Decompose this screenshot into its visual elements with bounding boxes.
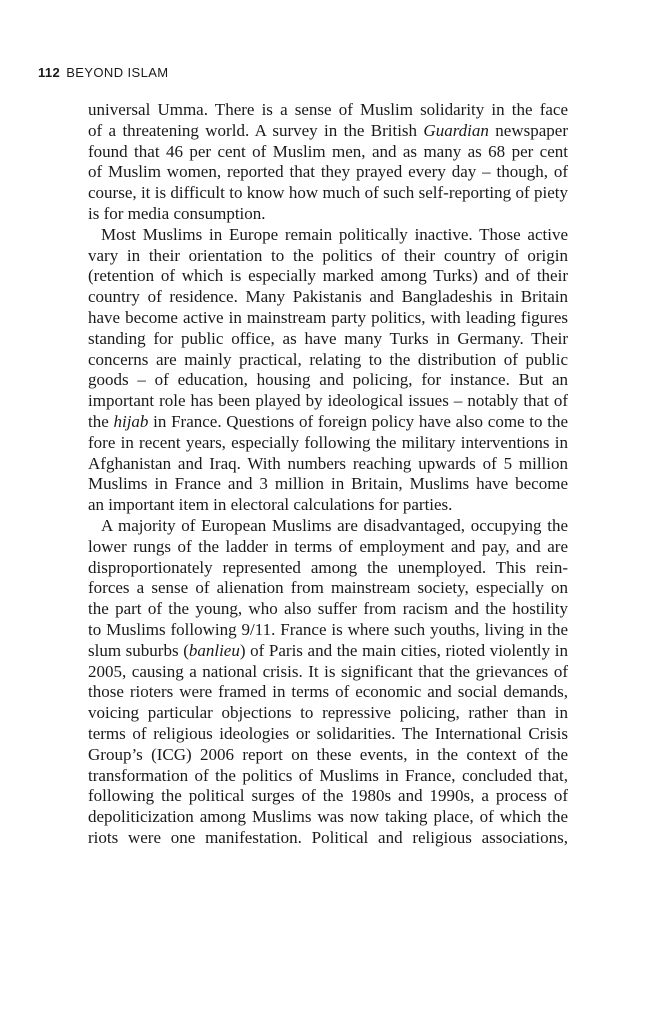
text-line: voicing particular objections to repressive policing, rather than in [88, 703, 568, 723]
text-line: universal Umma. There is a sense of Muslim solidarity in the face [88, 100, 568, 119]
text-line: slum suburbs (banlieu) of Paris and the main cities, rioted violently in [88, 640, 568, 660]
text-line: Muslims in France and 3 million in Britain, Muslims have become [88, 474, 568, 494]
text-line: important role has been played by ideological issues – notably that of [88, 391, 568, 411]
text-line: is for media consumption. [88, 203, 266, 223]
text-line: the part of the young, who also suffer from racism and the hostility [88, 599, 568, 619]
text-line: the hijab in France. Questions of foreign policy have also come to the [88, 411, 568, 431]
text-line: (retention of which is especially marked among Turks) and of their [88, 266, 568, 286]
text-line: A majority of European Muslims are disadvantaged, occupying the [101, 515, 568, 535]
text-line: of a threatening world. A survey in the British Guardian newspaper [88, 120, 568, 140]
text-line: those rioters were framed in terms of economic and social demands, [88, 682, 568, 702]
italic-term: hijab [113, 411, 149, 431]
text-line: of Muslim women, reported that they prayed every day – though, of [88, 162, 568, 182]
text-line: depoliticization among Muslims was now taking place, of which the [88, 807, 568, 827]
running-head [38, 64, 169, 82]
text-line: Most Muslims in Europe remain politically inactive. Those active [101, 224, 568, 244]
text-line: course, it is difficult to know how much of such self-reporting of piety [88, 183, 568, 203]
text-line: Group’s (ICG) 2006 report on these events, in the context of the [88, 744, 568, 764]
body-text [88, 100, 568, 849]
text-line: Afghanistan and Iraq. With numbers reaching upwards of 5 million [88, 453, 568, 473]
text-line: forces a sense of alienation from mainstream society, especially on [88, 578, 568, 598]
text-line: lower rungs of the ladder in terms of employment and pay, and are [88, 536, 568, 556]
page-number: 112 [38, 65, 61, 80]
text-line: goods – of education, housing and policing, for instance. But an [88, 370, 568, 390]
italic-term: Guardian [423, 120, 489, 140]
text-line: country of residence. Many Pakistanis and Bangladeshis in Britain [88, 287, 568, 307]
paragraph [88, 516, 568, 849]
paragraph [88, 100, 568, 225]
paragraph [88, 225, 568, 516]
text-line: transformation of the politics of Muslims in France, concluded that, [88, 765, 568, 785]
text-line: disproportionately represented among the unemployed. This rein- [88, 557, 568, 577]
text-line: 2005, causing a national crisis. It is significant that the grievances of [88, 661, 568, 681]
text-line: have become active in mainstream party politics, with leading figures [88, 307, 568, 327]
text-line: concerns are mainly practical, relating to the distribution of public [88, 349, 568, 369]
text-line: found that 46 per cent of Muslim men, and as many as 68 per cent [88, 141, 568, 161]
text-line: vary in their orientation to the politics of their country of origin [88, 245, 568, 265]
text-line: to Muslims following 9/11. France is where such youths, living in the [88, 619, 568, 639]
text-line: following the political surges of the 1980s and 1990s, a process of [88, 786, 568, 806]
text-line: terms of religious ideologies or solidarities. The International Crisis [88, 723, 568, 743]
italic-term: banlieu [188, 640, 240, 660]
text-line: fore in recent years, especially following the military interventions in [88, 432, 568, 452]
text-line: riots were one manifestation. Political and religious associations, [88, 827, 568, 847]
running-head-title: BEYOND ISLAM [66, 65, 169, 80]
text-line: an important item in electoral calculations for parties. [88, 495, 453, 515]
text-line: standing for public office, as have many Turks in Germany. Their [88, 328, 568, 348]
